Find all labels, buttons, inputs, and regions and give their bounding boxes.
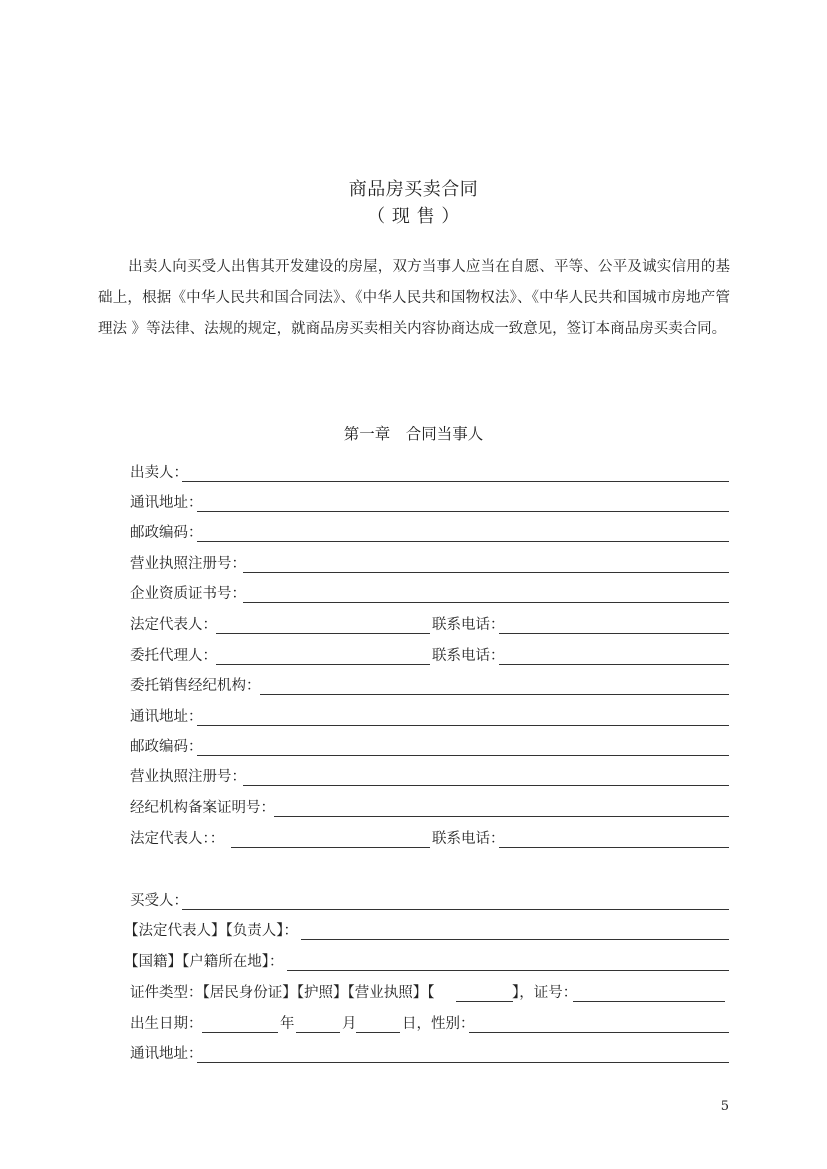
buyer-address-field[interactable] [197, 1062, 729, 1063]
page-subtitle: （ 现 售 ） [367, 206, 460, 227]
phone-field[interactable] [499, 633, 729, 634]
agent-field[interactable] [216, 664, 430, 665]
seller-license-label: 营业执照注册号： [130, 556, 246, 572]
agency-legal-rep-field[interactable] [231, 847, 430, 848]
buyer-rep-row [124, 920, 723, 942]
agency-record-field[interactable] [274, 816, 729, 817]
agency-license-label: 营业执照注册号： [130, 769, 246, 785]
seller-postcode-field[interactable] [197, 541, 729, 542]
buyer-field[interactable] [182, 909, 729, 910]
birth-day-field[interactable] [356, 1032, 400, 1033]
seller-row [130, 462, 729, 484]
seller-qualification-label: 企业资质证书号： [130, 586, 246, 602]
sales-agency-label: 委托销售经纪机构： [130, 678, 261, 694]
sales-agency-row [130, 675, 729, 697]
buyer-row [130, 890, 729, 912]
birth-year-field[interactable] [202, 1032, 278, 1033]
agency-license-field[interactable] [243, 785, 729, 786]
seller-postcode-label: 邮政编码： [130, 525, 203, 541]
phone-label: 联系电话： [432, 617, 505, 633]
seller-license-row [130, 553, 729, 575]
agency-address-field[interactable] [197, 725, 729, 726]
preamble-text: 出卖人向买受人出售其开发建设的房屋，双方当事人应当在自愿、平等、公平及诚实信用的基础上，根据《中华人民共和国合同法》、《中华人民共和国物权法》、《中华人民共和国城市房地产管理法 》等法律、法规的规定，就商品房买卖相关内容协商达成一致意见，签订本商品房买卖合同。 [98, 259, 730, 337]
agent-phone-field[interactable] [499, 664, 729, 665]
agent-phone-label: 联系电话： [432, 648, 505, 664]
buyer-birth-row [130, 1013, 729, 1035]
preamble-paragraph [98, 252, 730, 345]
gender-field[interactable] [469, 1032, 729, 1033]
agency-postcode-field[interactable] [197, 755, 729, 756]
agency-legal-rep-label: 法定代表人：： [130, 831, 225, 847]
agency-record-row [130, 797, 729, 819]
seller-qualification-field[interactable] [243, 602, 729, 603]
agency-phone-label: 联系电话： [432, 831, 505, 847]
seller-label: 出卖人： [130, 465, 188, 481]
birth-year-label: 年 [280, 1016, 295, 1032]
seller-license-field[interactable] [243, 572, 729, 573]
birth-day-gender-label: 日，性别： [402, 1016, 475, 1032]
page-title: 商品房买卖合同 [348, 179, 479, 200]
buyer-rep-label: 【法定代表人】【负责人】： [124, 923, 298, 939]
agency-legal-rep-row [130, 828, 729, 850]
seller-qualification-row [130, 583, 729, 605]
legal-rep-label: 法定代表人： [130, 617, 217, 633]
buyer-address-row [130, 1043, 729, 1065]
agency-record-label: 经纪机构备案证明号： [130, 800, 275, 816]
buyer-id-type-label: 证件类型：【居民身份证】【护照】【营业执照】【 [130, 985, 435, 1001]
seller-address-row [130, 492, 729, 514]
chapter-title: 第一章 合同当事人 [343, 425, 484, 443]
agency-postcode-label: 邮政编码： [130, 739, 203, 755]
agency-address-row [130, 706, 729, 728]
agent-label: 委托代理人： [130, 648, 217, 664]
buyer-label: 买受人： [130, 893, 188, 909]
legal-rep-field[interactable] [216, 633, 430, 634]
seller-legal-rep-row [130, 614, 729, 636]
buyer-id-row [130, 982, 729, 1004]
agency-phone-field[interactable] [499, 847, 729, 848]
agency-license-row [130, 766, 729, 788]
birth-month-label: 月 [342, 1016, 357, 1032]
buyer-nationality-label: 【国籍】【户籍所在地】： [124, 954, 284, 970]
birth-month-field[interactable] [296, 1032, 340, 1033]
seller-address-label: 通讯地址： [130, 495, 203, 511]
buyer-nationality-field[interactable] [287, 970, 729, 971]
page-number: 5 [720, 1099, 729, 1114]
seller-field[interactable] [182, 481, 729, 482]
buyer-nationality-row [124, 951, 723, 973]
buyer-id-other-field[interactable] [456, 1001, 513, 1002]
buyer-rep-field[interactable] [301, 939, 729, 940]
buyer-id-no-field[interactable] [573, 1001, 725, 1002]
sales-agency-field[interactable] [260, 694, 729, 695]
buyer-birth-label: 出生日期： [130, 1016, 203, 1032]
seller-address-field[interactable] [197, 511, 729, 512]
seller-agent-row [130, 645, 729, 667]
buyer-id-no-label: 】，证号： [512, 985, 578, 1001]
agency-address-label: 通讯地址： [130, 709, 203, 725]
seller-postcode-row [130, 522, 729, 544]
buyer-address-label: 通讯地址： [130, 1046, 203, 1062]
agency-postcode-row [130, 736, 729, 758]
